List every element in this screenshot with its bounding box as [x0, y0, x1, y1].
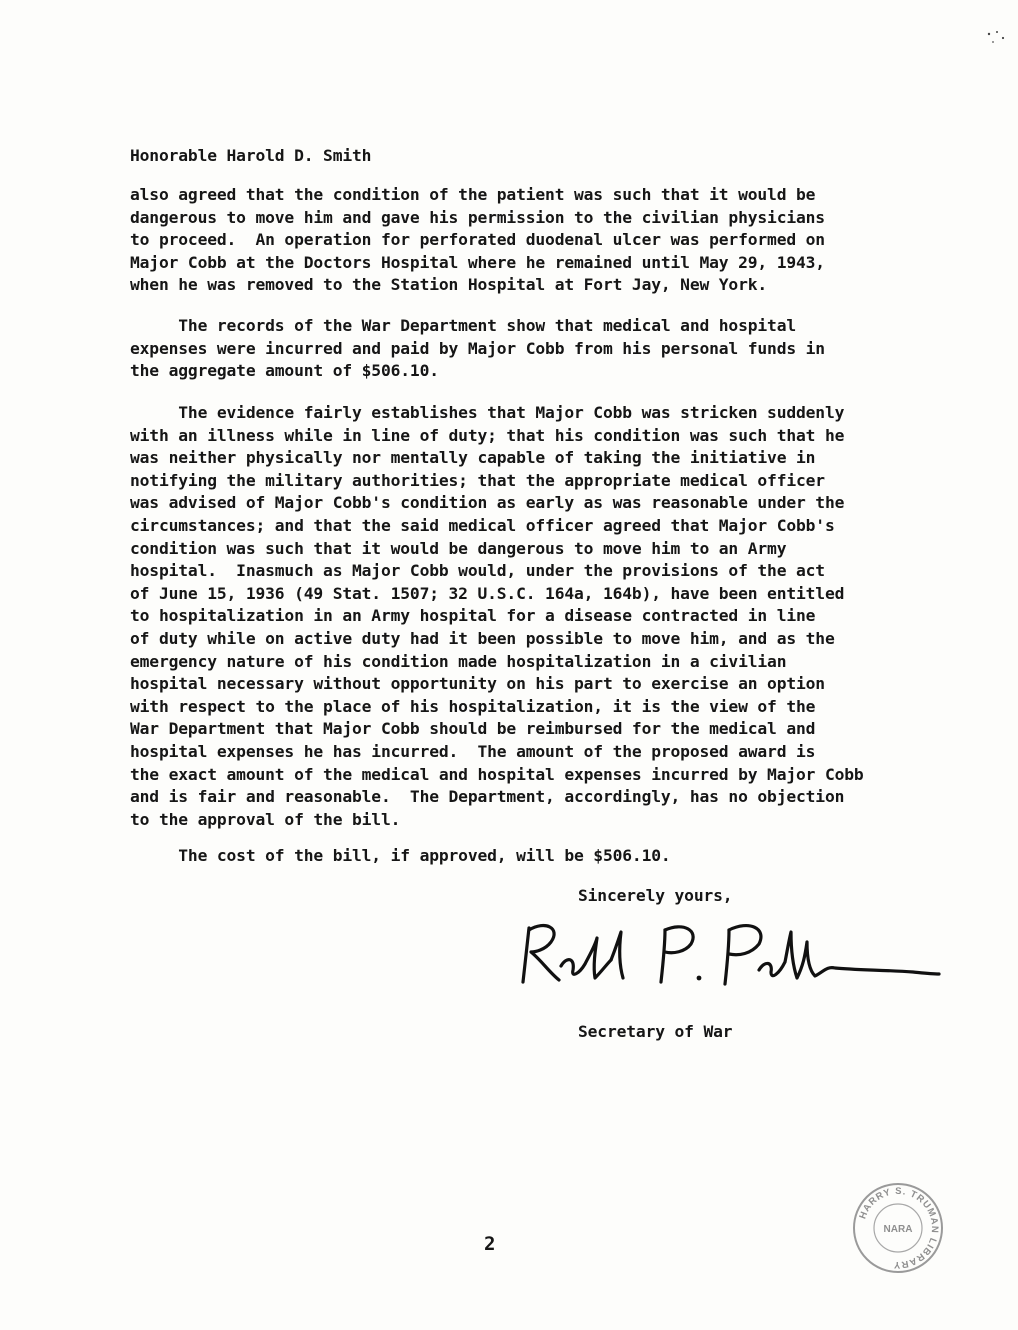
page-number: 2	[484, 1233, 496, 1255]
signature-image	[515, 916, 945, 996]
corner-marks	[985, 28, 1009, 46]
paragraph-cost: The cost of the bill, if approved, will be $506.10.	[130, 846, 671, 865]
signer-title: Secretary of War	[578, 1022, 733, 1041]
library-stamp-seal	[850, 1180, 946, 1276]
paragraph-continuation: also agreed that the condition of the patient was such that it would be dangerous to move him and gave his permission to the civilian physicians to proceed. An operation for perforated duodenal ulcer was performed on Major Cobb at the Doctors Hospital where he remained until May 29, 1943, when he was removed to the Station Hospital at Fort Jay, New York.	[130, 185, 825, 295]
svg-text:NARA: NARA	[883, 1224, 913, 1235]
paragraph-expenses: The records of the War Department show that medical and hospital expenses were incurred and paid by Major Cobb from his personal funds in the aggregate amount of $506.10.	[130, 316, 825, 381]
closing-salutation: Sincerely yours,	[578, 886, 733, 905]
paragraph-evidence: The evidence fairly establishes that Major Cobb was stricken suddenly with an illness while in line of duty; that his condition was such that he was neither physically nor mentally capable of taking the initiative in notifying the military authorities; that the appropriate medical officer was advised of Major Cobb's condition as early as was reasonable under the circumstances; and that the said medical officer agreed that Major Cobb's condition was such that it would be dangerous to move him to an Army hospital. Inasmuch as Major Cobb would, under the provisions of the act of June 15, 1936 (49 Stat. 1507; 32 U.S.C. 164a, 164b), have been entitled to hospitalization in an Army hospital for a disease contracted in line of duty while on active duty had it been possible to move him, and as the emergency nature of his condition made hospitalization in a civilian hospital necessary without opportunity on his part to exercise an option with respect to the place of his hospitalization, it is the view of the War Department that Major Cobb should be reimbursed for the medical and hospital expenses he has incurred. The amount of the proposed award is the exact amount of the medical and hospital expenses incurred by Major Cobb and is fair and reasonable. The Department, accordingly, has no objection to the approval of the bill.	[130, 403, 864, 829]
addressee-line: Honorable Harold D. Smith	[130, 146, 372, 165]
svg-text:HARRY S. TRUMAN LIBRARY: HARRY S. TRUMAN LIBRARY	[857, 1185, 941, 1271]
